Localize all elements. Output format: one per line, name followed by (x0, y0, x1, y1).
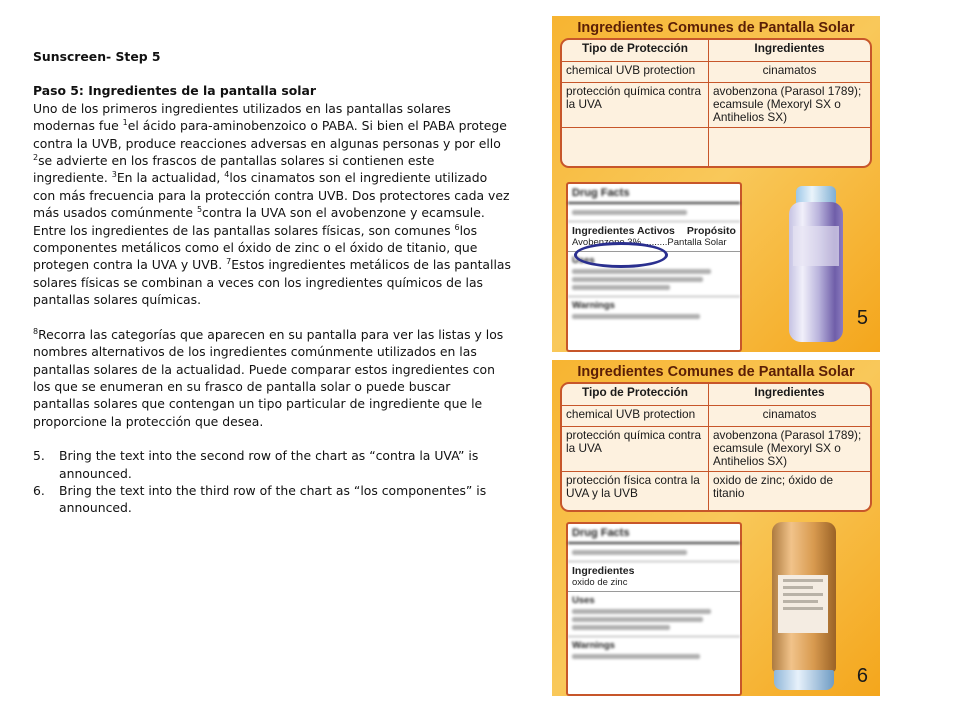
spray-bottle (789, 202, 843, 342)
step-list (33, 447, 511, 517)
drug-facts-label (566, 182, 742, 352)
step-text: Bring the text into the second row of the chart as “contra la UVA” is announced. (59, 448, 479, 481)
footnote-marker: 4 (224, 170, 230, 180)
ingredients-header: Ingredientes (572, 565, 635, 577)
footnote-marker: 6 (454, 222, 460, 232)
active-ingredient-line: Avobenzone 3%..........Pantalla Solar (572, 237, 727, 248)
slide-number: 5 (856, 307, 868, 329)
table-row (562, 472, 870, 511)
drug-facts-label (566, 522, 742, 696)
paragraph-2: $^8$Recorra las categorías que aparecen en su pantalla para ver las listas y los nombres alternativos de los ingredientes comúnmente utilizados en las pantallas solares de la actualidad. Puede comparar estos ingredientes con los que se enumeran en su frasco de pantalla solar o puede buscar pantallas solares que contengan un tipo particular de ingrediente que le proporcione la protección que desea. (33, 326, 504, 429)
table-row (562, 406, 870, 427)
column-header-type: Tipo de Protección (562, 384, 709, 406)
cell-type: protección química contra la UVA (562, 83, 709, 128)
drug-facts-title: Drug Facts (568, 524, 740, 544)
uses-header: Uses (572, 255, 595, 266)
uses-section (568, 592, 740, 637)
cell-type: chemical UVB protection (562, 62, 709, 83)
cell-ingredients: cinamatos (709, 406, 871, 427)
footnote-marker: 2 (33, 152, 39, 162)
cell-type: protección química contra la UVA (562, 427, 709, 472)
step-text: Bring the text into the third row of the chart as “los componentes” is announced. (59, 482, 487, 516)
footnote-marker: 3 (111, 170, 117, 180)
step-number: 6. (33, 482, 45, 498)
highlight-oval (574, 242, 668, 268)
active-ingredients-header: Ingredientes Activos (572, 225, 675, 237)
footnote-marker: 1 (122, 118, 128, 128)
step-heading: Sunscreen- Step 5 (33, 49, 161, 64)
cell-ingredients: avobenzona (Parasol 1789); ecamsule (Mexoryl SX o Antihelios SX) (709, 427, 871, 472)
step-item (33, 482, 511, 517)
cell-ingredients: avobenzona (Parasol 1789); ecamsule (Mexoryl SX o Antihelios SX) (709, 83, 871, 128)
warnings-section (568, 297, 740, 325)
column-header-type: Tipo de Protección (562, 40, 709, 62)
tube-cap (774, 670, 834, 690)
cell-ingredients (709, 128, 871, 167)
cell-ingredients: cinamatos (709, 62, 871, 83)
ingredients-table (560, 38, 872, 168)
slide-thumbnail-6 (552, 360, 880, 696)
slide-number: 6 (856, 665, 868, 687)
footnote-marker: 8 (33, 326, 39, 336)
warnings-section (568, 637, 740, 665)
table-row (562, 83, 870, 128)
slide-title: Ingredientes Comunes de Pantalla Solar (577, 364, 855, 380)
uses-header: Uses (572, 595, 595, 606)
table-row (562, 128, 870, 167)
cell-type: chemical UVB protection (562, 406, 709, 427)
table-row (562, 62, 870, 83)
section-subheading: Paso 5: Ingredientes de la pantalla solar (33, 83, 316, 99)
column-header-ingredients: Ingredientes (709, 40, 871, 62)
cell-type (562, 128, 709, 167)
ingredients-section (568, 562, 740, 592)
footnote-marker: 7 (226, 257, 232, 267)
slide-thumbnail-5 (552, 16, 880, 352)
cell-type: protección física contra la UVA y la UVB (562, 472, 709, 511)
table-row (562, 427, 870, 472)
notes-text (33, 48, 511, 517)
warnings-header: Warnings (572, 640, 615, 651)
column-header-ingredients: Ingredientes (709, 384, 871, 406)
footnote-marker: 5 (196, 205, 203, 215)
slide-title: Ingredientes Comunes de Pantalla Solar (577, 20, 855, 36)
purpose-header: Propósito (686, 225, 736, 237)
ingredient-line: oxido de zinc (572, 577, 628, 588)
step-number: 5. (33, 448, 45, 464)
step-item (33, 447, 511, 482)
tube-label (778, 575, 828, 633)
cell-ingredients: oxido de zinc; óxido de titanio (709, 472, 871, 511)
paragraph-1: Uno de los primeros ingredientes utilizados en las pantallas solares modernas fue $^1$el ácido para-aminobenzoico o PABA. Si bien el PABA protege contra la UVB, produce reacciones adversas en algunas personas y por ello $^2$se advierte en los frascos de pantallas solares si contienen este ingrediente. $^3$En la actualidad, $^4$los cinamatos son el ingrediente utilizado con más frecuencia para la protección contra UVB. Dos protectores cada vez más usados comúnmente $^5$contra la UVA son el avobenzone y ecamsule. Entre los ingredientes de las pantallas solares físicas, son comunes $^6$los componentes metálicos como el óxido de zinc o el óxido de titanio, que protegen contra la UVA y UVB. $^7$Estos ingredientes metálicos de las pantallas solares físicas se combinan a veces con los ingredientes químicos de las pantallas solares químicas. (33, 100, 511, 308)
ingredients-table (560, 382, 872, 512)
warnings-header: Warnings (572, 300, 615, 311)
drug-facts-title: Drug Facts (568, 184, 740, 204)
